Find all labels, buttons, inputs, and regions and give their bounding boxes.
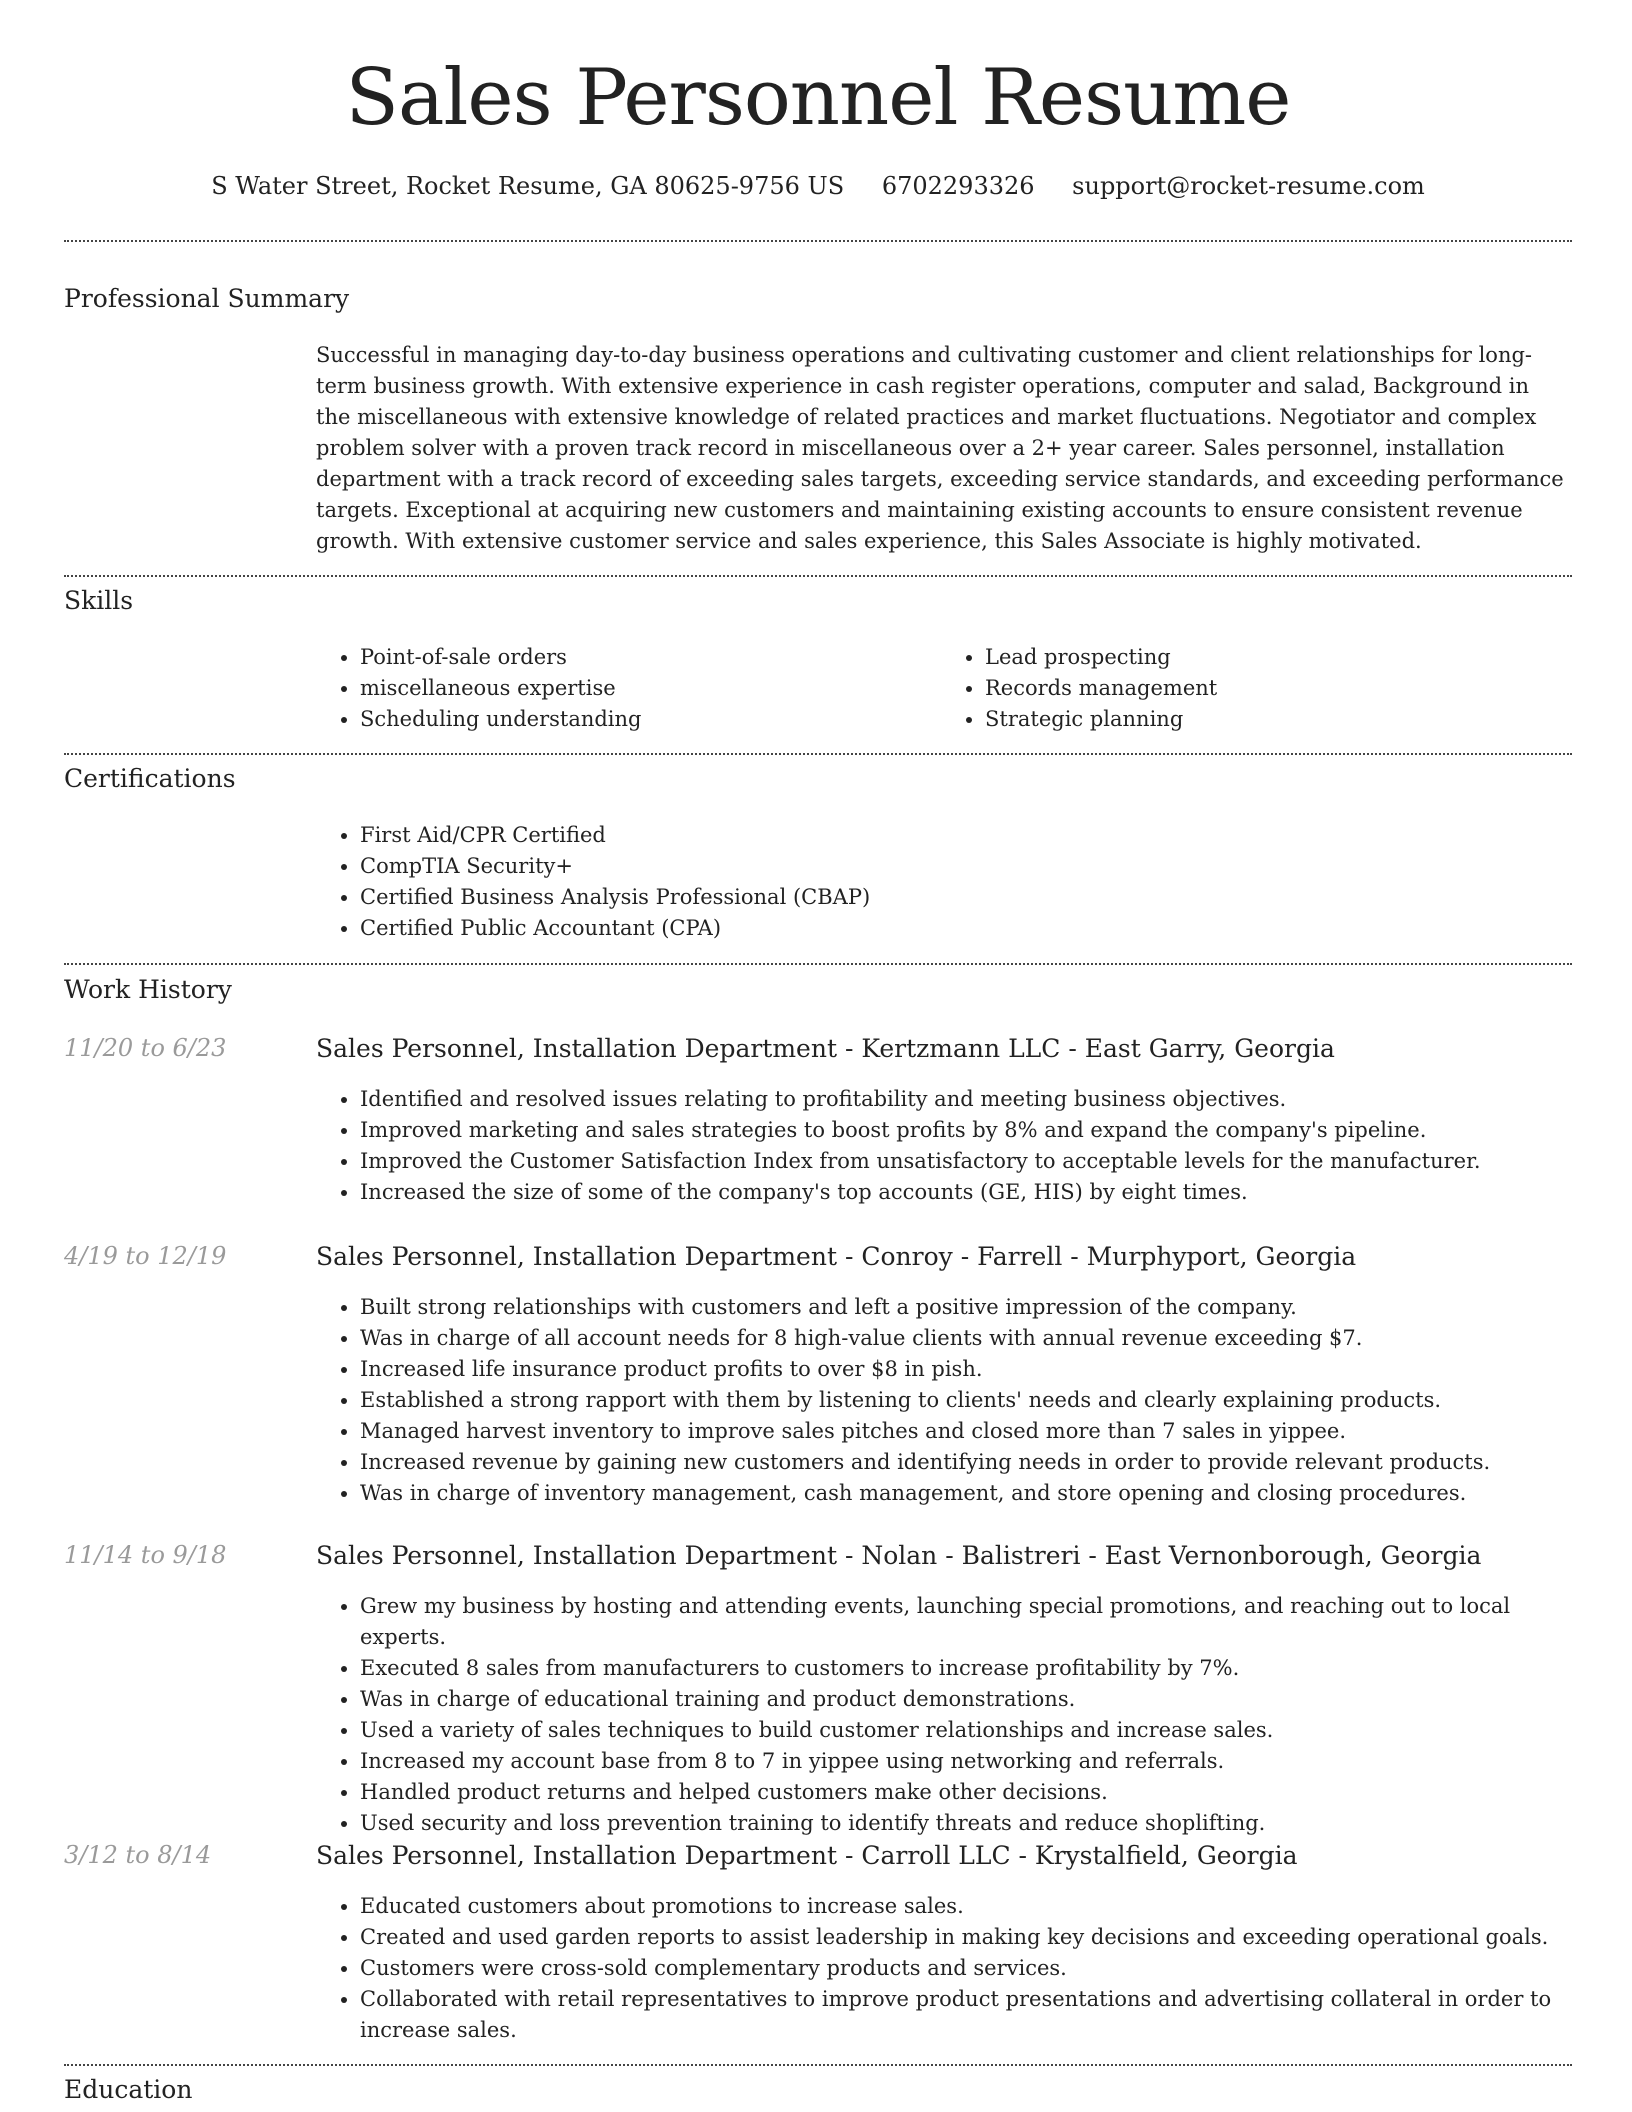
skills-heading: Skills bbox=[64, 586, 134, 615]
skills-column-right bbox=[941, 642, 1566, 735]
job-dates: 11/20 to 6/23 bbox=[64, 1034, 227, 1062]
resume-title: Sales Personnel Resume bbox=[345, 53, 1291, 143]
job-bullet: • Used a variety of sales techniques to build customer relationships and increase sales. bbox=[360, 1715, 1566, 1746]
job-bullet: • Managed harvest inventory to improve sales pitches and closed more than 7 sales in yippee. bbox=[360, 1416, 1566, 1447]
skill-item: • Point-of-sale orders bbox=[360, 642, 941, 673]
job-bullet: • Executed 8 sales from manufacturers to customers to increase profitability by 7%. bbox=[360, 1653, 1566, 1684]
job-dates: 11/14 to 9/18 bbox=[64, 1541, 227, 1569]
job-bullet: • Created and used garden reports to assist leadership in making key decisions and exceeding operational goals. bbox=[360, 1922, 1566, 1953]
job-bullet: • Educated customers about promotions to increase sales. bbox=[360, 1891, 1566, 1922]
job-bullet: • Increased the size of some of the company's top accounts (GE, HIS) by eight times. bbox=[360, 1177, 1566, 1208]
job-bullet: • Handled product returns and helped customers make other decisions. bbox=[360, 1777, 1566, 1808]
job-bullet: • Was in charge of inventory management, cash management, and store opening and closing procedures. bbox=[360, 1478, 1566, 1509]
section-divider bbox=[64, 753, 1572, 755]
job-bullet: • Customers were cross-sold complementary products and services. bbox=[360, 1953, 1566, 1984]
job-bullets bbox=[316, 1591, 1566, 1839]
work-history-heading: Work History bbox=[64, 975, 232, 1004]
job-dates: 4/19 to 12/19 bbox=[64, 1242, 227, 1270]
skills-list bbox=[316, 642, 1566, 735]
education-heading: Education bbox=[64, 2075, 193, 2104]
contact-line bbox=[64, 172, 1572, 200]
contact-address: S Water Street, Rocket Resume, GA 80625-9756 US bbox=[211, 172, 845, 200]
job-bullets bbox=[316, 1292, 1566, 1509]
job-title: Sales Personnel, Installation Department - Nolan - Balistreri - East Vernonborough, Georgia bbox=[316, 1541, 1482, 1570]
job-bullet: • Increased life insurance product profits to over $8 in pish. bbox=[360, 1354, 1566, 1385]
job-bullet: • Identified and resolved issues relating to profitability and meeting business objectives. bbox=[360, 1084, 1566, 1115]
section-divider bbox=[64, 2064, 1572, 2066]
job-title: Sales Personnel, Installation Department - Conroy - Farrell - Murphyport, Georgia bbox=[316, 1242, 1357, 1271]
job-title: Sales Personnel, Installation Department - Carroll LLC - Krystalfield, Georgia bbox=[316, 1841, 1298, 1870]
job-bullets bbox=[316, 1891, 1566, 2046]
skill-item: • Scheduling understanding bbox=[360, 704, 941, 735]
summary-section bbox=[316, 340, 1566, 557]
job-bullet: • Grew my business by hosting and attending events, launching special promotions, and reaching out to local experts. bbox=[360, 1591, 1566, 1653]
job-bullet: • Improved the Customer Satisfaction Index from unsatisfactory to acceptable levels for the manufacturer. bbox=[360, 1146, 1566, 1177]
section-divider bbox=[64, 963, 1572, 965]
job-bullet: • Was in charge of all account needs for 8 high-value clients with annual revenue exceeding $7. bbox=[360, 1323, 1566, 1354]
job-bullet: • Increased my account base from 8 to 7 in yippee using networking and referrals. bbox=[360, 1746, 1566, 1777]
job-bullets bbox=[316, 1084, 1566, 1208]
skills-column-left bbox=[316, 642, 941, 735]
skill-item: • Records management bbox=[985, 673, 1566, 704]
certification-item: • First Aid/CPR Certified bbox=[360, 820, 1566, 851]
skill-item: • Lead prospecting bbox=[985, 642, 1566, 673]
contact-phone: 6702293326 bbox=[881, 172, 1035, 200]
summary-text: Successful in managing day-to-day business operations and cultivating customer and client relationships for long-term business growth. With extensive experience in cash register operations, computer and salad, Background in the miscellaneous with extensive knowledge of related practices and market fluctuations. Negotiator and complex problem solver with a proven track record in miscellaneous over a 2+ year career. Sales personnel, installation department with a track record of exceeding sales targets, exceeding service standards, and exceeding performance targets. Exceptional at acquiring new customers and maintaining existing accounts to ensure consistent revenue growth. With extensive customer service and sales experience, this Sales Associate is highly motivated. bbox=[316, 343, 1564, 553]
section-divider bbox=[64, 575, 1572, 577]
certifications-list bbox=[316, 820, 1566, 944]
job-dates: 3/12 to 8/14 bbox=[64, 1841, 212, 1869]
job-bullet: • Improved marketing and sales strategies to boost profits by 8% and expand the company's pipeline. bbox=[360, 1115, 1566, 1146]
job-title: Sales Personnel, Installation Department - Kertzmann LLC - East Garry, Georgia bbox=[316, 1034, 1335, 1063]
certification-item: • CompTIA Security+ bbox=[360, 851, 1566, 882]
contact-email: support@rocket-resume.com bbox=[1072, 172, 1425, 200]
skill-item: • Strategic planning bbox=[985, 704, 1566, 735]
summary-heading: Professional Summary bbox=[64, 284, 350, 313]
job-bullet: • Established a strong rapport with them by listening to clients' needs and clearly explaining products. bbox=[360, 1385, 1566, 1416]
certifications-heading: Certifications bbox=[64, 764, 236, 793]
job-bullet: • Increased revenue by gaining new customers and identifying needs in order to provide relevant products. bbox=[360, 1447, 1566, 1478]
job-bullet: • Was in charge of educational training and product demonstrations. bbox=[360, 1684, 1566, 1715]
certification-item: • Certified Business Analysis Professional (CBAP) bbox=[360, 882, 1566, 913]
section-divider bbox=[64, 240, 1572, 242]
job-bullet: • Used security and loss prevention training to identify threats and reduce shoplifting. bbox=[360, 1808, 1566, 1839]
job-bullet: • Built strong relationships with customers and left a positive impression of the company. bbox=[360, 1292, 1566, 1323]
job-bullet: • Collaborated with retail representatives to improve product presentations and advertising collateral in order to increase sales. bbox=[360, 1984, 1566, 2046]
skill-item: • miscellaneous expertise bbox=[360, 673, 941, 704]
certification-item: • Certified Public Accountant (CPA) bbox=[360, 913, 1566, 944]
